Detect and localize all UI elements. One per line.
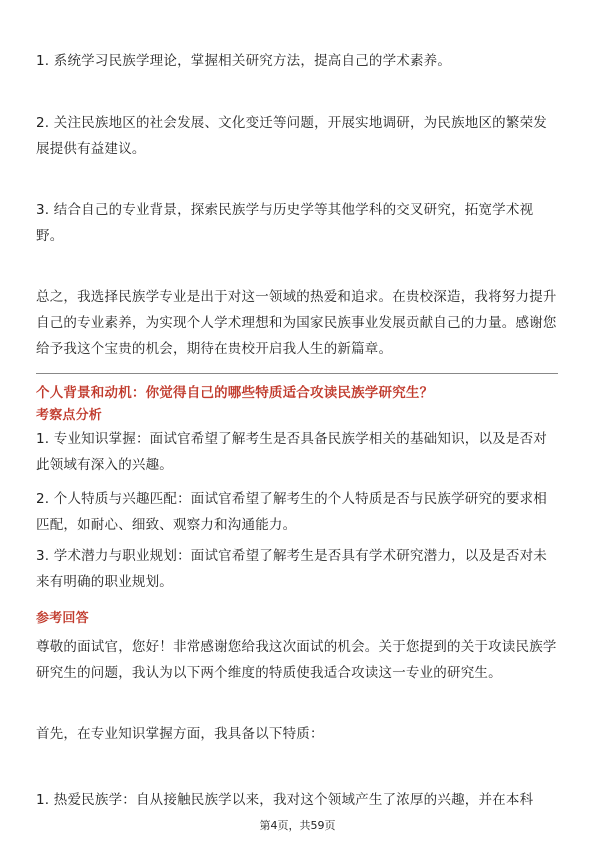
answer-heading: 参考回答 xyxy=(36,611,89,626)
answer-paragraph-1: 尊敬的面试官，您好！非常感谢您给我这次面试的机会。关于您提到的关于攻读民族学研究生的问题，我认为以下两个维度的特质使我适合攻读这一专业的研究生。 xyxy=(36,639,557,681)
analysis-heading: 考察点分析 xyxy=(36,408,103,423)
analysis-item-3: 3. 学术潜力与职业规划：面试官希望了解考生是否具有学术研究潜力，以及是否对未来有明确的职业规划。 xyxy=(36,548,547,590)
answer-paragraph-2: 首先，在专业知识掌握方面，我具备以下特质： xyxy=(36,726,324,742)
page-number: 第4页，共59页 xyxy=(259,819,336,832)
question-title: 个人背景和动机：你觉得自己的哪些特质适合攻读民族学研究生？ xyxy=(36,385,434,401)
answer-paragraph-3: 1. 热爱民族学：自从接触民族学以来，我对这个领域产生了浓厚的兴趣，并在本科 xyxy=(36,792,534,808)
section-divider xyxy=(36,373,558,374)
analysis-item-2: 2. 个人特质与兴趣匹配：面试官希望了解考生的个人特质是否与民族学研究的要求相匹配，如耐心、细致、观察力和沟通能力。 xyxy=(36,491,547,533)
intro-item-2: 2. 关注民族地区的社会发展、文化变迁等问题，开展实地调研，为民族地区的繁荣发展提供有益建议。 xyxy=(36,115,547,157)
analysis-item-1: 1. 专业知识掌握：面试官希望了解考生是否具备民族学相关的基础知识，以及是否对此领域有深入的兴趣。 xyxy=(36,431,547,473)
conclusion-paragraph: 总之，我选择民族学专业是出于对这一领域的热爱和追求。在贵校深造，我将努力提升自己的专业素养，为实现个人学术理想和为国家民族事业发展贡献自己的力量。感谢您给予我这个宝贵的机会，期待在贵校开启我人生的新篇章。 xyxy=(36,289,557,357)
intro-item-3: 3. 结合自己的专业背景，探索民族学与历史学等其他学科的交叉研究，拓宽学术视野。 xyxy=(36,202,534,244)
intro-item-1: 1. 系统学习民族学理论，掌握相关研究方法，提高自己的学术素养。 xyxy=(36,53,452,69)
